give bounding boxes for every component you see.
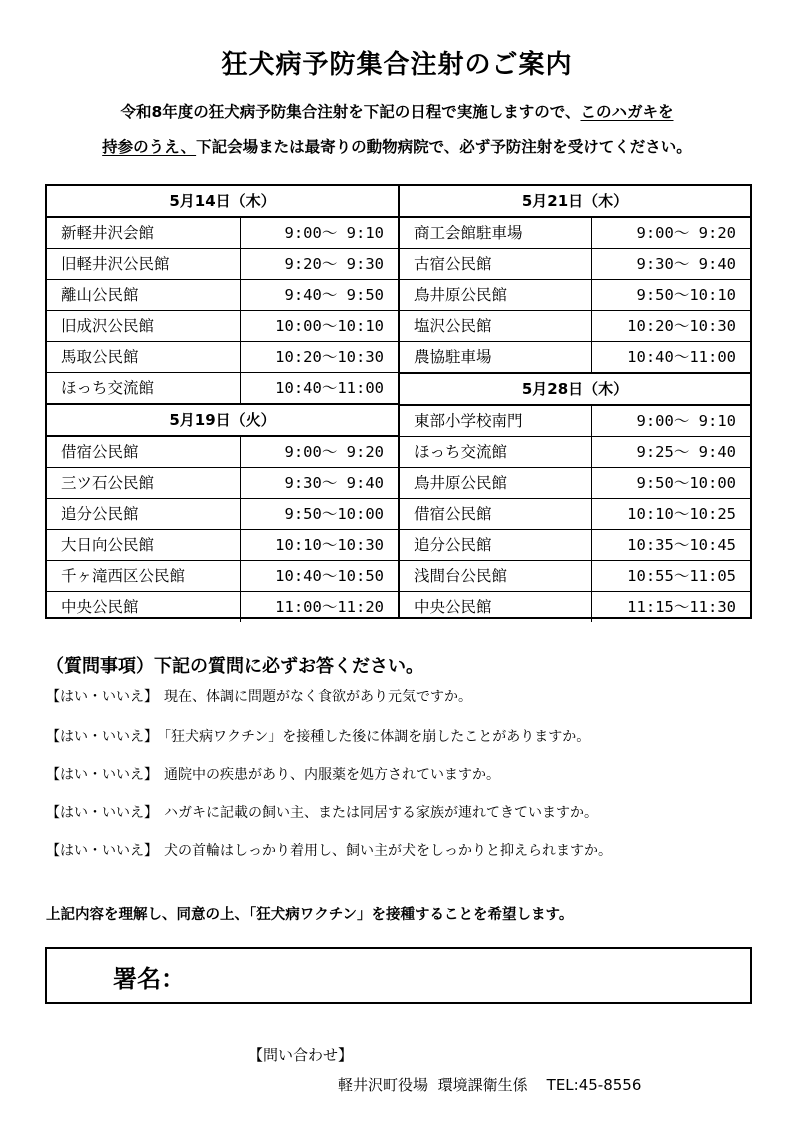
contact-heading: 【問い合わせ】 <box>248 1046 354 1064</box>
venue: 借宿公民館 <box>47 437 241 467</box>
contact-section: 環境課衛生係 <box>437 1076 528 1094</box>
venue: 追分公民館 <box>400 530 592 560</box>
table-row <box>47 499 398 530</box>
venue: 旧軽井沢公民館 <box>47 249 241 279</box>
intro-emphasis: 持参のうえ、 <box>102 138 197 156</box>
time-slot: 10:00～10:10 <box>275 317 384 335</box>
time-slot: 10:10～10:25 <box>627 505 736 523</box>
table-row <box>400 499 750 530</box>
question-text: ハガキに記載の飼い主、または同居する家族が連れてきていますか。 <box>164 805 598 821</box>
time-slot: 10:55～11:05 <box>627 567 736 585</box>
question-item <box>46 726 590 746</box>
venue: 新軽井沢会館 <box>47 218 241 248</box>
time-slot: 9:50～10:00 <box>275 505 384 523</box>
question-text: 現在、体調に問題がなく食欲があり元気ですか。 <box>164 689 472 705</box>
signature-field[interactable] <box>45 947 752 1004</box>
venue: 馬取公民館 <box>47 342 241 372</box>
signature-label: 署名： <box>113 965 185 993</box>
yes-no-option[interactable]: 【はい・いいえ】 <box>46 729 158 745</box>
schedule-column-right <box>400 186 750 617</box>
venue: ほっち交流館 <box>47 373 241 403</box>
time-slot: 9:00～ 9:20 <box>627 224 736 242</box>
table-row <box>47 437 398 468</box>
venue: 三ツ石公民館 <box>47 468 241 498</box>
table-row <box>400 592 750 622</box>
venue: 旧成沢公民館 <box>47 311 241 341</box>
venue: 大日向公民館 <box>47 530 241 560</box>
venue: 浅間台公民館 <box>400 561 592 591</box>
intro-text: 下記会場または最寄りの動物病院で、必ず予防注射を受けてください。 <box>196 138 692 156</box>
yes-no-option[interactable]: 【はい・いいえ】 <box>46 689 158 705</box>
table-row <box>47 468 398 499</box>
table-row <box>47 530 398 561</box>
contact-phone: TEL:45-8556 <box>546 1076 642 1094</box>
question-item <box>46 764 500 784</box>
time-slot: 9:50～10:00 <box>627 474 736 492</box>
time-slot: 9:50～10:10 <box>627 286 736 304</box>
table-row <box>47 561 398 592</box>
contact-details <box>338 1074 641 1095</box>
time-slot: 9:00～ 9:20 <box>275 443 384 461</box>
table-row <box>47 592 398 622</box>
table-row <box>47 342 398 373</box>
day-header: 5月28日（木） <box>400 372 750 406</box>
venue: 追分公民館 <box>47 499 241 529</box>
venue: 借宿公民館 <box>400 499 592 529</box>
time-slot: 10:40～11:00 <box>275 379 384 397</box>
venue: ほっち交流館 <box>400 437 592 467</box>
table-row <box>47 249 398 280</box>
schedule-column-left <box>47 186 400 617</box>
venue: 中央公民館 <box>400 592 592 622</box>
venue: 千ヶ滝西区公民館 <box>47 561 241 591</box>
time-slot: 9:30～ 9:40 <box>627 255 736 273</box>
question-item <box>46 686 472 706</box>
time-slot: 10:40～10:50 <box>275 567 384 585</box>
time-slot: 10:20～10:30 <box>627 317 736 335</box>
table-row <box>47 373 398 403</box>
day-header: 5月19日（火） <box>47 403 398 437</box>
intro-line-1 <box>0 100 794 122</box>
intro-text: 令和8年度の狂犬病予防集合注射を下記の日程で実施しますので、 <box>120 103 581 121</box>
question-item <box>46 840 612 860</box>
venue: 農協駐車場 <box>400 342 592 372</box>
table-row <box>400 249 750 280</box>
yes-no-option[interactable]: 【はい・いいえ】 <box>46 843 158 859</box>
day-header: 5月21日（木） <box>400 186 750 218</box>
table-row <box>400 406 750 437</box>
time-slot: 9:40～ 9:50 <box>275 286 384 304</box>
table-row <box>400 280 750 311</box>
venue: 離山公民館 <box>47 280 241 310</box>
time-slot: 11:15～11:30 <box>627 598 736 616</box>
table-row <box>47 280 398 311</box>
table-row <box>400 311 750 342</box>
time-slot: 10:20～10:30 <box>275 348 384 366</box>
time-slot: 11:00～11:20 <box>275 598 384 616</box>
time-slot: 9:20～ 9:30 <box>275 255 384 273</box>
intro-line-2 <box>0 135 794 157</box>
table-row <box>47 218 398 249</box>
day-header: 5月14日（木） <box>47 186 398 218</box>
table-row <box>400 530 750 561</box>
table-row <box>47 311 398 342</box>
intro-emphasis: このハガキを <box>580 103 674 121</box>
venue: 商工会館駐車場 <box>400 218 592 248</box>
time-slot: 9:00～ 9:10 <box>627 412 736 430</box>
venue: 鳥井原公民館 <box>400 280 592 310</box>
day-block <box>47 437 398 622</box>
table-row <box>400 437 750 468</box>
day-block <box>47 218 398 403</box>
question-text: 通院中の疾患があり、内服薬を処方されていますか。 <box>164 767 500 783</box>
table-row <box>400 342 750 372</box>
table-row <box>400 218 750 249</box>
day-block <box>400 218 750 372</box>
time-slot: 9:00～ 9:10 <box>275 224 384 242</box>
venue: 鳥井原公民館 <box>400 468 592 498</box>
time-slot: 9:30～ 9:40 <box>275 474 384 492</box>
question-text: 犬の首輪はしっかり着用し、飼い主が犬をしっかりと抑えられますか。 <box>164 843 612 859</box>
contact-office: 軽井沢町役場 <box>338 1076 429 1094</box>
time-slot: 10:40～11:00 <box>627 348 736 366</box>
table-row <box>400 561 750 592</box>
yes-no-option[interactable]: 【はい・いいえ】 <box>46 805 158 821</box>
consent-statement: 上記内容を理解し、同意の上、「狂犬病ワクチン」を接種することを希望します。 <box>46 907 574 923</box>
time-slot: 10:35～10:45 <box>627 536 736 554</box>
day-block <box>400 406 750 622</box>
schedule-table <box>45 184 752 619</box>
time-slot: 9:25～ 9:40 <box>627 443 736 461</box>
question-text: 「狂犬病ワクチン」を接種した後に体調を崩したことがありますか。 <box>164 729 591 745</box>
venue: 古宿公民館 <box>400 249 592 279</box>
page-title: 狂犬病予防集合注射のご案内 <box>221 50 573 80</box>
venue: 塩沢公民館 <box>400 311 592 341</box>
venue: 中央公民館 <box>47 592 241 622</box>
time-slot: 10:10～10:30 <box>275 536 384 554</box>
yes-no-option[interactable]: 【はい・いいえ】 <box>46 767 158 783</box>
venue: 東部小学校南門 <box>400 406 592 436</box>
question-item <box>46 802 598 822</box>
table-row <box>400 468 750 499</box>
questions-heading: （質問事項）下記の質問に必ずお答ください。 <box>46 656 424 677</box>
